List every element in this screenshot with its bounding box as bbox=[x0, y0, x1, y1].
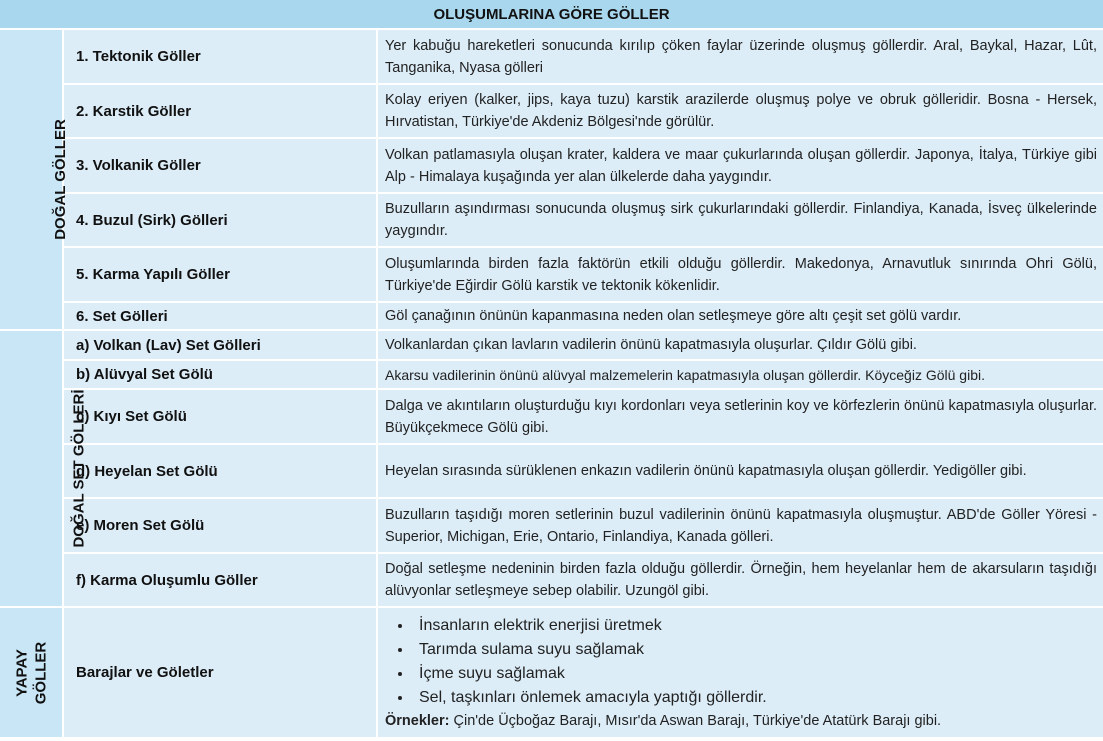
row-desc: Oluşumlarında birden fazla faktörün etkili olduğu göllerdir. Makedonya, Arnavutluk sınırında Ohri Gölü, Türkiye'de Eğirdir Gölü karstik ve tektonik kökenlidir. bbox=[378, 248, 1103, 303]
examples-text: Çin'de Üçboğaz Barajı, Mısır'da Aswan Barajı, Türkiye'de Atatürk Barajı gibi. bbox=[449, 712, 942, 729]
row-desc bbox=[378, 608, 1103, 739]
examples-line bbox=[385, 710, 1097, 732]
section-label-line2: GÖLLER bbox=[32, 641, 50, 704]
table-title: OLUŞUMLARINA GÖRE GÖLLER bbox=[0, 0, 1103, 30]
section-label-line1: YAPAY bbox=[13, 648, 31, 697]
row-name: e) Moren Set Gölü bbox=[64, 499, 378, 554]
row-name: 1. Tektonik Göller bbox=[64, 30, 378, 85]
section-dogal-goller bbox=[0, 30, 69, 331]
examples-label: Örnekler: bbox=[385, 712, 450, 729]
section-dogal-set-golleri bbox=[0, 331, 88, 608]
row-desc: Yer kabuğu hareketleri sonucunda kırılıp çöken faylar üzerinde oluşmuş göllerdir. Aral, Baykal, Hazar, Lût, Tanganika, Nyasa gölleri bbox=[378, 30, 1103, 85]
section-yapay-goller bbox=[0, 608, 64, 739]
row-desc: Heyelan sırasında sürüklenen enkazın vadilerin önünü kapatmasıyla oluşan göllerdir. Yedigöller gibi. bbox=[378, 445, 1103, 499]
row-name: d) Heyelan Set Gölü bbox=[64, 445, 378, 499]
list-item: • İnsanların elektrik enerjisi üretmek bbox=[413, 614, 1097, 638]
row-desc: Doğal setleşme nedeninin birden fazla olduğu göllerdir. Örneğin, hem heyelanlar hem de akarsuların taşıdığı alüvyonlar setleşmeye sebep olabilir. Uzungöl gibi. bbox=[378, 554, 1103, 608]
row-desc: Akarsu vadilerinin önünü alüvyal malzemelerin kapatmasıyla oluşan göllerdir. Köyceğiz Gölü gibi. bbox=[378, 361, 1103, 390]
row-name: b) Alüvyal Set Gölü bbox=[64, 361, 378, 390]
purpose-list bbox=[385, 614, 1097, 710]
row-desc: Buzulların aşındırması sonucunda oluşmuş sirk çukurlarındaki göllerdir. Finlandiya, Kanada, İsveç ülkelerinde yaygındır. bbox=[378, 194, 1103, 248]
row-name: 2. Karstik Göller bbox=[64, 85, 378, 139]
row-name: Barajlar ve Göletler bbox=[64, 608, 378, 739]
row-name: 3. Volkanik Göller bbox=[64, 139, 378, 194]
row-desc: Kolay eriyen (kalker, jips, kaya tuzu) karstik arazilerde oluşmuş polye ve obruk gölleridir. Bosna - Hersek, Hırvatistan, Türkiye'de Akdeniz Bölgesi'nde görülür. bbox=[378, 85, 1103, 139]
list-item: • Sel, taşkınları önlemek amacıyla yaptığı göllerdir. bbox=[413, 686, 1097, 710]
row-desc: Göl çanağının önünün kapanmasına neden olan setleşmeye göre altı çeşit set gölü vardır. bbox=[378, 303, 1103, 331]
row-name: c) Kıyı Set Gölü bbox=[64, 390, 378, 445]
row-desc: Dalga ve akıntıların oluşturduğu kıyı kordonları veya setlerinin koy ve körfezlerin önünü kapatmasıyla oluşurlar. Büyükçekmece Gölü gibi. bbox=[378, 390, 1103, 445]
row-desc: Volkanlardan çıkan lavların vadilerin önünü kapatmasıyla oluşurlar. Çıldır Gölü gibi. bbox=[378, 331, 1103, 361]
row-name: 4. Buzul (Sirk) Gölleri bbox=[64, 194, 378, 248]
list-item: • İçme suyu sağlamak bbox=[413, 662, 1097, 686]
row-desc: Buzulların taşıdığı moren setlerinin buzul vadilerinin önünü kapatmasıyla oluşmuştur. ABD'de Göller Yöresi - Superior, Michigan, Erie, Ontario, Finlandiya, Kanada gölleri. bbox=[378, 499, 1103, 554]
row-desc: Volkan patlamasıyla oluşan krater, kaldera ve maar çukurlarında oluşan göllerdir. Japonya, İtalya, Türkiye gibi Alp - Himalaya kuşağında yer alan ülkelerde daha yaygındır. bbox=[378, 139, 1103, 194]
row-name: f) Karma Oluşumlu Göller bbox=[64, 554, 378, 608]
section-label: DOĞAL SET GÖLLERİ bbox=[70, 388, 88, 548]
list-item: • Tarımda sulama suyu sağlamak bbox=[413, 638, 1097, 662]
row-name: a) Volkan (Lav) Set Gölleri bbox=[64, 331, 378, 361]
row-name: 6. Set Gölleri bbox=[64, 303, 378, 331]
row-name: 5. Karma Yapılı Göller bbox=[64, 248, 378, 303]
section-label: DOĞAL GÖLLER bbox=[51, 118, 69, 240]
section-label bbox=[12, 641, 50, 704]
